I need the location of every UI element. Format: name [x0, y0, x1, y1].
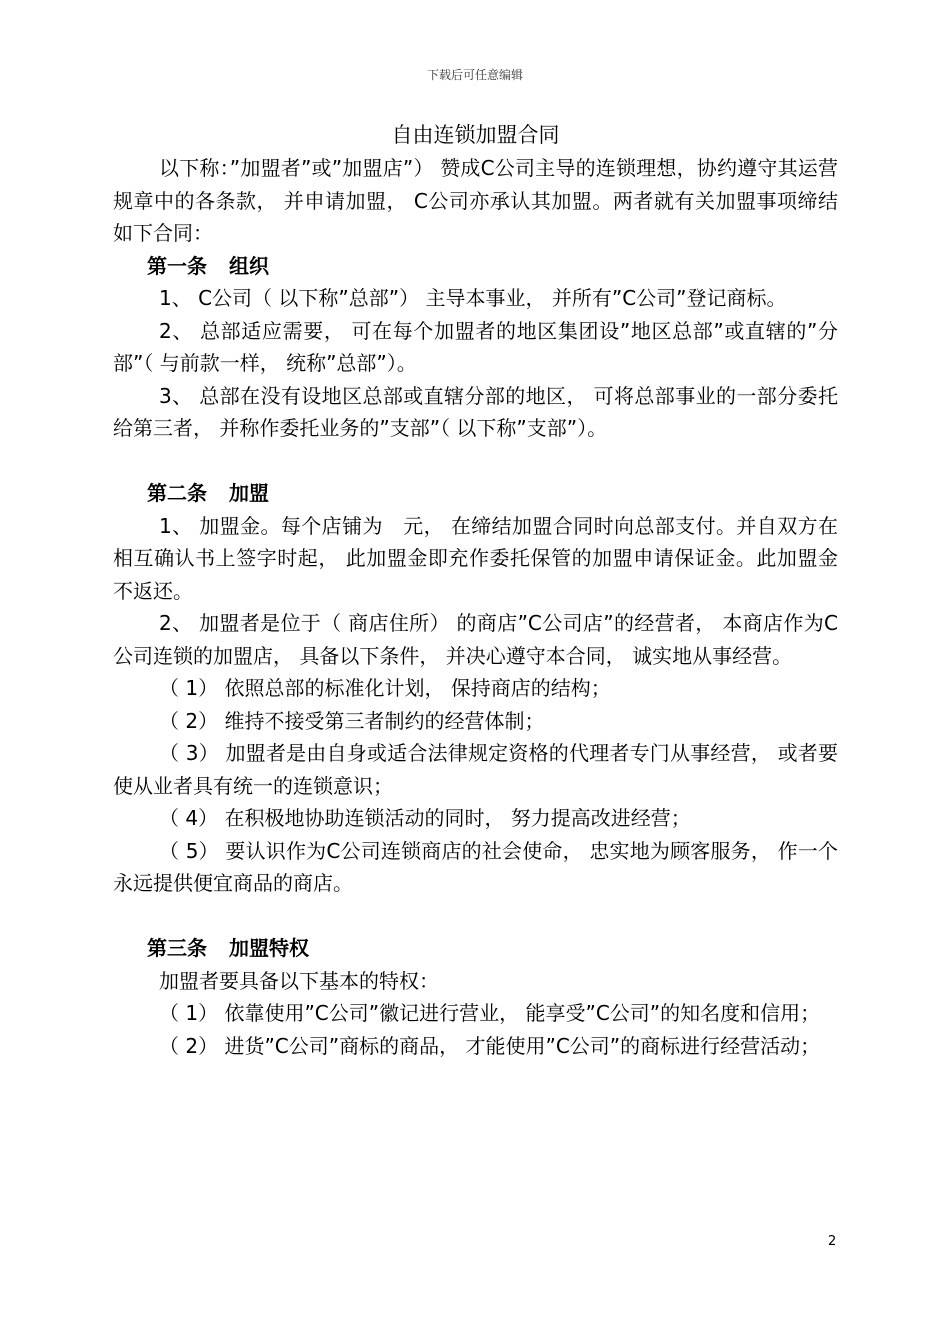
page-number: 2	[828, 1234, 837, 1249]
article-2-condition: （ 2） 维持不接受第三者制约的经营体制；	[159, 708, 545, 733]
article-1-item: 2、 总部适应需要， 可在每个加盟者的地区集团设”地区总部”或直辖的”分部”（ 与前款一样， 统称”总部”）。	[113, 318, 838, 375]
article-name: 加盟特权	[229, 936, 309, 960]
article-2-item: 2、 加盟者是位于（ 商店住所） 的商店”C公司店”的经营者， 本商店作为C公司连锁的加盟店， 具备以下条件， 并决心遵守本合同， 诚实地从事经营。	[113, 611, 838, 668]
article-number: 第三条	[147, 936, 207, 960]
article-1-item: 3、 总部在没有设地区总部或直辖分部的地区， 可将总部事业的一部分委托给第三者， 并称作委托业务的”支部”（ 以下称”支部”）。	[113, 383, 838, 440]
article-3-lead: 加盟者要具备以下基本的特权：	[159, 968, 439, 993]
article-3-heading	[113, 932, 838, 965]
intro-paragraph: 以下称：”加盟者”或”加盟店”） 赞成C公司主导的连锁理想，协约遵守其运营规章中的各条款， 并申请加盟， C公司亦承认其加盟。两者就有关加盟事项缔结如下合同：	[113, 156, 838, 245]
article-2-heading	[113, 477, 838, 510]
article-name: 组织	[229, 253, 269, 278]
document-body	[113, 118, 838, 1062]
article-number: 第二条	[147, 481, 207, 505]
article-3-privilege: （ 1） 依靠使用”C公司”徽记进行营业， 能享受”C公司”的知名度和信用；	[159, 1001, 821, 1025]
page-header: 下载后可任意编辑	[426, 68, 523, 82]
document-title: 自由连锁加盟合同	[391, 123, 560, 147]
article-2-item: 1、 加盟金。每个店铺为 元， 在缔结加盟合同时向总部支付。并自双方在相互确认书上签字时起， 此加盟金即充作委托保管的加盟申请保证金。此加盟金不返还。	[113, 513, 838, 603]
article-3-privilege: （ 2） 进货”C公司”商标的商品， 才能使用”C公司”的商标进行经营活动；	[159, 1033, 821, 1058]
article-1-heading	[113, 250, 838, 283]
article-2-condition: （ 3） 加盟者是由自身或适合法律规定资格的代理者专门从事经营， 或者要使从业者具有统一的连锁意识；	[113, 741, 838, 798]
article-1-item: 1、 C公司（ 以下称”总部”） 主导本事业， 并所有”C公司”登记商标。	[159, 286, 787, 310]
article-2-condition: （ 5） 要认识作为C公司连锁商店的社会使命， 忠实地为顾客服务， 作一个永远提供便宜商品的商店。	[113, 838, 838, 895]
article-2-condition: （ 1） 依照总部的标准化计划， 保持商店的结构；	[159, 676, 611, 700]
article-name: 加盟	[229, 481, 269, 505]
article-2-condition: （ 4） 在积极地协助连锁活动的同时， 努力提高改进经营；	[159, 806, 691, 830]
article-number: 第一条	[147, 253, 207, 278]
